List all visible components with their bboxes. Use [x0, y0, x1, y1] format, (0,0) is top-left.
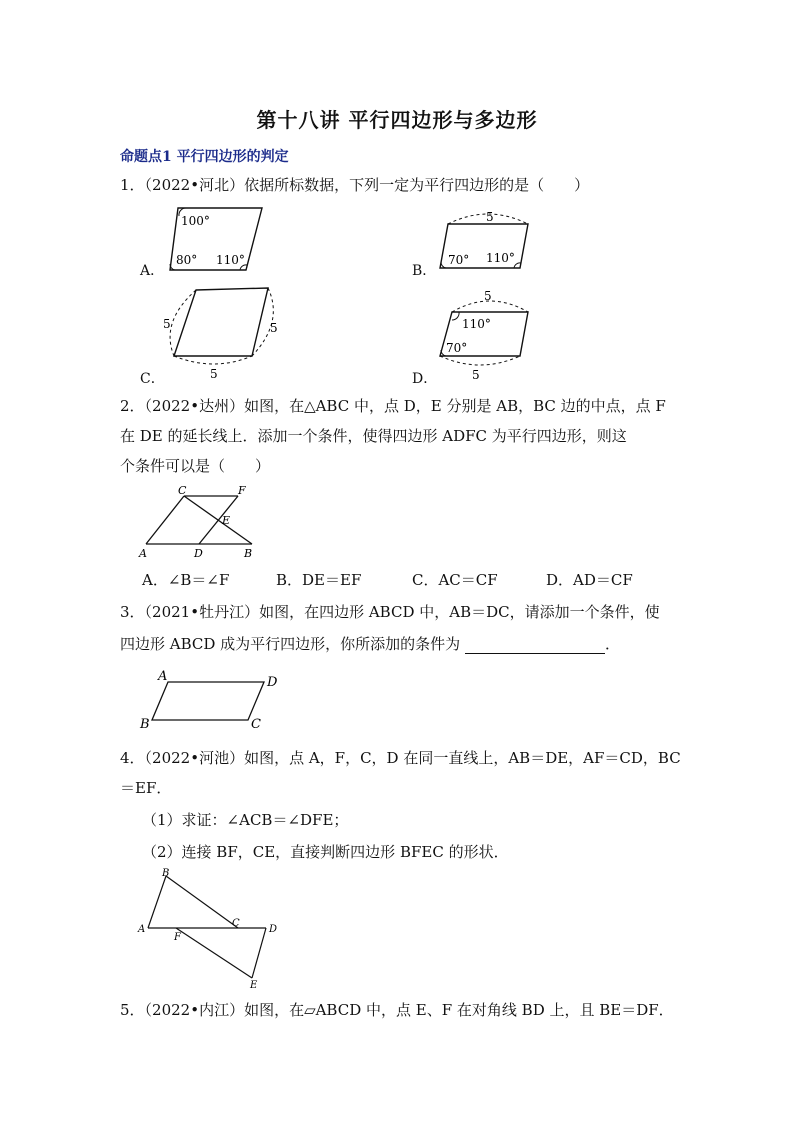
q2-figure-triangle — [136, 482, 266, 562]
q3-line-2-text: 四边形 ABCD 成为平行四边形，你所添加的条件为 — [120, 635, 461, 653]
q2-option-a: A．∠B＝∠F — [142, 571, 230, 589]
page-title: 第十八讲 平行四边形与多边形 — [256, 108, 538, 132]
q1d-side-top-5: 5 — [484, 289, 492, 303]
q3-answer-blank[interactable] — [465, 637, 605, 654]
q4-point-d: D — [269, 924, 278, 935]
q1a-angle-100: 100° — [181, 214, 210, 228]
q3-point-b: B — [140, 717, 150, 732]
q4-sub-2: （2）连接 BF，CE，直接判断四边形 BFEC 的形状． — [142, 843, 509, 861]
q1c-side-bottom-5: 5 — [210, 367, 218, 381]
q1-figure-c — [160, 282, 284, 382]
q2-option-b: B．DE＝EF — [276, 571, 362, 589]
q1b-angle-70: 70° — [448, 253, 470, 267]
q4-point-b: B — [162, 868, 170, 879]
q4-line-2: ＝EF． — [120, 779, 172, 797]
q1-option-a-label: A． — [140, 263, 165, 279]
q1d-angle-70: 70° — [446, 341, 468, 355]
q1-option-c-label: C． — [140, 371, 165, 387]
q2-line-3: 个条件可以是（ ） — [120, 457, 271, 475]
q4-point-f: F — [174, 932, 181, 943]
q4-sub-1: （1）求证：∠ACB＝∠DFE； — [142, 811, 349, 829]
q3-point-c: C — [251, 717, 261, 732]
q2-point-f: F — [238, 484, 246, 497]
q1a-angle-110: 110° — [216, 253, 245, 267]
q1-figure-a — [160, 200, 270, 276]
q3-line-2-end: ． — [604, 635, 620, 653]
q2-option-d: D．AD＝CF — [546, 571, 633, 589]
q1-option-d-label: D． — [412, 371, 438, 387]
q2-point-c: C — [178, 484, 187, 497]
q2-option-c: C．AC＝CF — [412, 571, 498, 589]
q4-point-e: E — [250, 980, 258, 991]
q1b-side-5: 5 — [486, 210, 494, 224]
q2-line-1: 2．（2022•达州）如图，在△ABC 中，点 D，E 分别是 AB，BC 边的中点，点 F — [120, 397, 666, 415]
q1-figure-d — [432, 290, 542, 382]
q3-point-a: A — [158, 669, 168, 684]
q3-line-2 — [120, 634, 620, 654]
q4-point-a: A — [138, 924, 146, 935]
q3-point-d: D — [267, 675, 278, 690]
q2-point-b: B — [244, 547, 253, 560]
q1a-angle-80: 80° — [176, 253, 198, 267]
q1-figure-b — [432, 206, 542, 276]
q5-line-1: 5．（2022•内江）如图，在▱ABCD 中，点 E、F 在对角线 BD 上，且 BE＝DF． — [120, 1001, 674, 1019]
q1c-side-right-5: 5 — [270, 321, 278, 335]
q2-point-d: D — [194, 547, 203, 560]
q2-point-a: A — [139, 547, 147, 560]
q2-point-e: E — [222, 514, 231, 527]
q1-option-b-label: B． — [412, 263, 437, 279]
section-heading: 命题点1 平行四边形的判定 — [120, 149, 289, 165]
q1b-angle-110: 110° — [486, 251, 515, 265]
q1-stem: 1．（2022•河北）依据所标数据，下列一定为平行四边形的是（ ） — [120, 176, 590, 194]
q1d-side-bottom-5: 5 — [472, 368, 480, 382]
q1d-angle-110: 110° — [462, 317, 491, 331]
q4-figure-triangles — [136, 866, 286, 992]
q3-line-1: 3．（2021•牡丹江）如图，在四边形 ABCD 中，AB＝DC，请添加一个条件，使 — [120, 603, 660, 621]
q4-line-1: 4．（2022•河池）如图，点 A，F，C，D 在同一直线上，AB＝DE，AF＝CD，BC — [120, 749, 681, 767]
q1c-side-left-5: 5 — [163, 317, 171, 331]
q2-line-2: 在 DE 的延长线上．添加一个条件，使得四边形 ADFC 为平行四边形，则这 — [120, 427, 627, 445]
q4-point-c: C — [232, 918, 240, 929]
q3-figure-quadrilateral — [136, 666, 286, 732]
